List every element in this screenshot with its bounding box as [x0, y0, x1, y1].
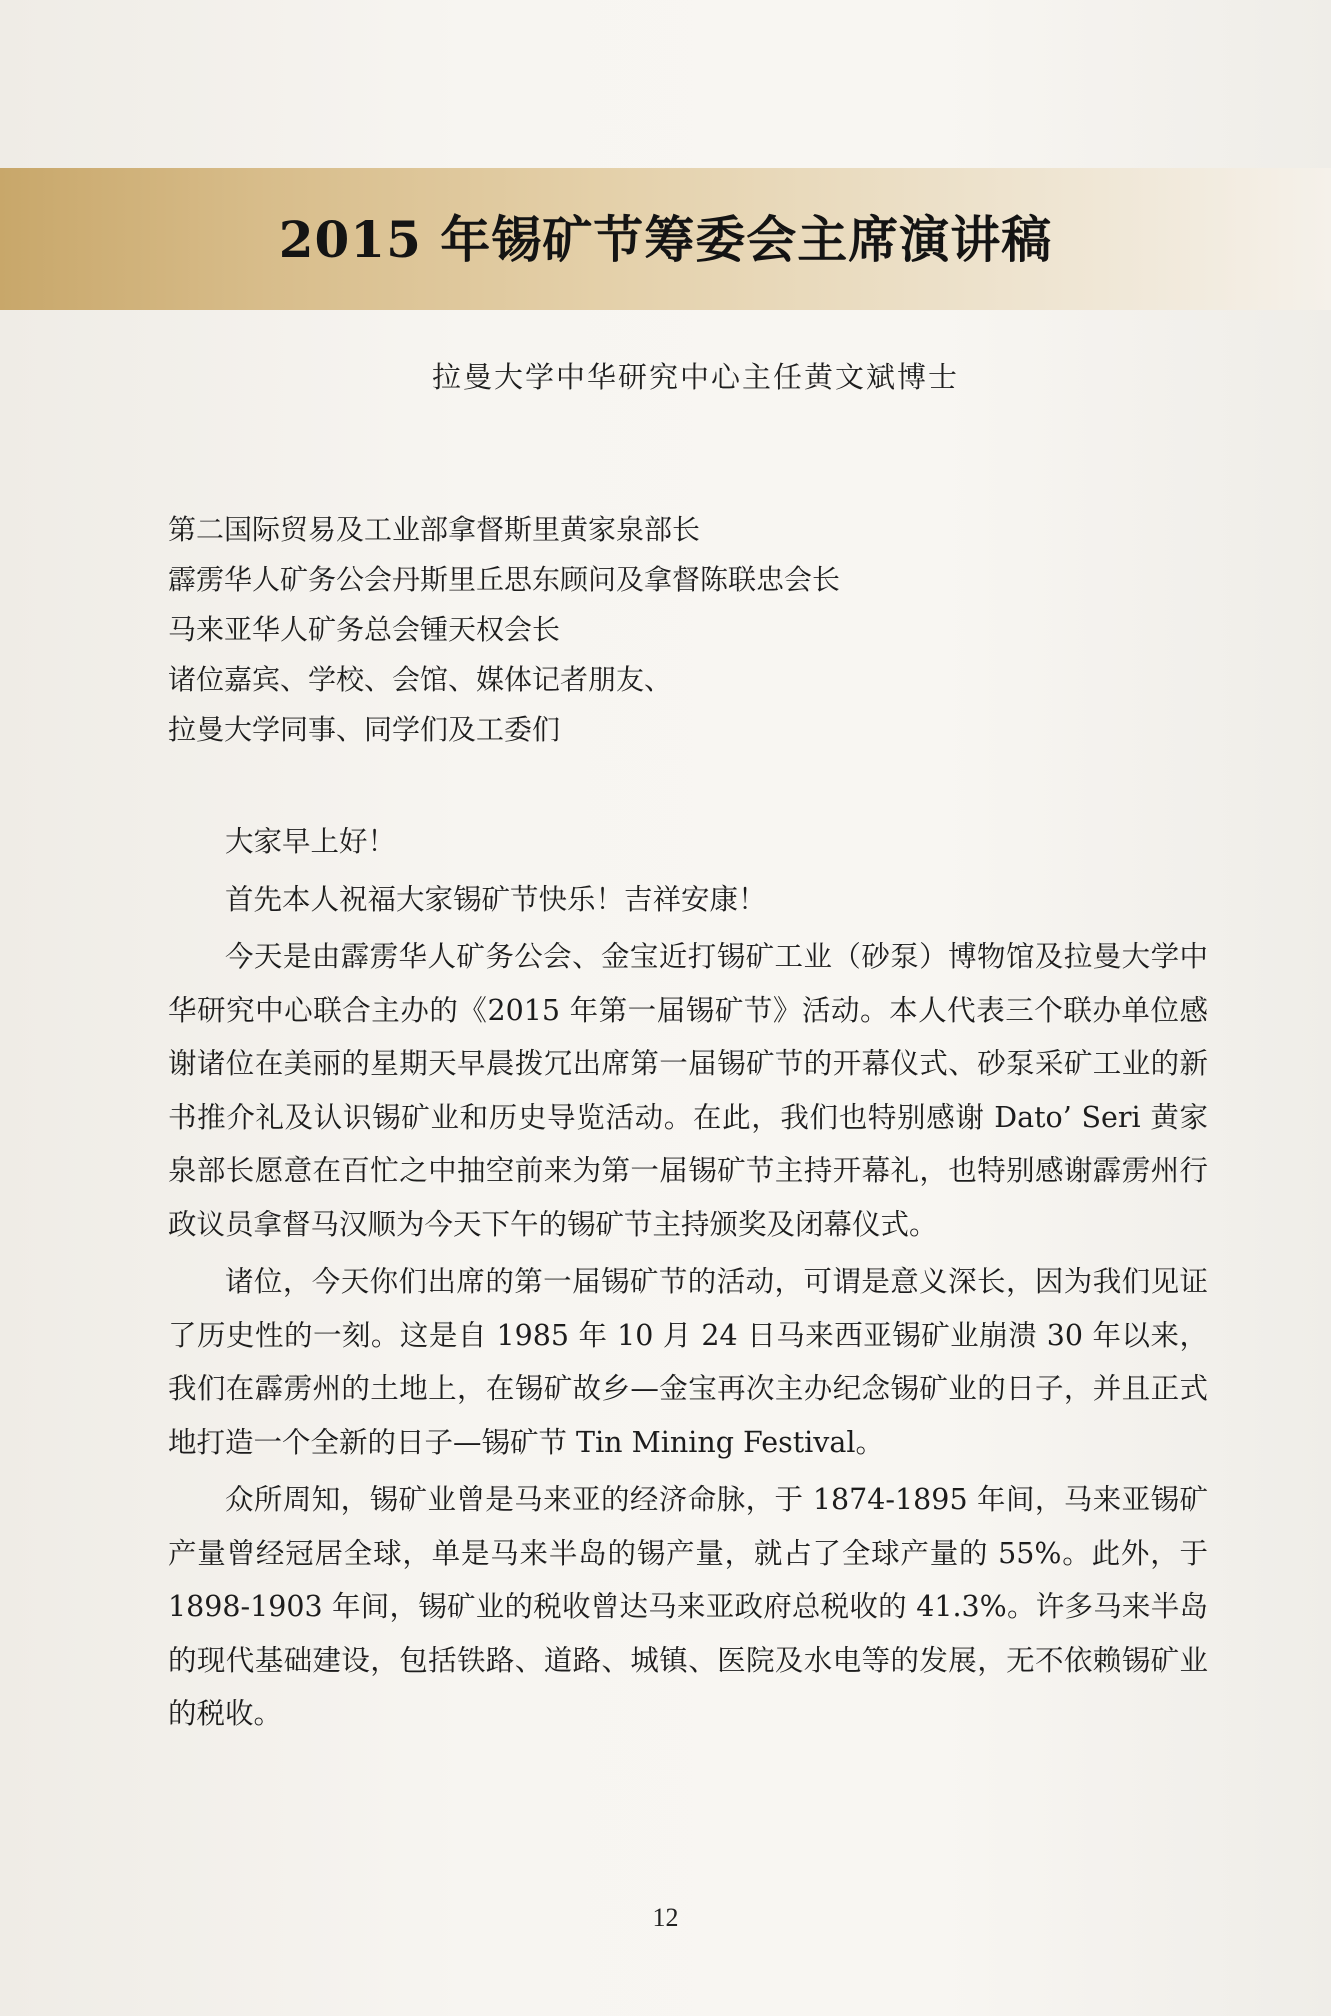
salutation-line: 诸位嘉宾、学校、会馆、媒体记者朋友、 — [168, 663, 673, 696]
paragraph-economy: 众所周知，锡矿业曾是马来亚的经济命脉，于 1874-1895 年间，马来亚锡矿产量曾经冠居全球，单是马来半岛的锡产量，就占了全球产量的 55%。此外，于 1898-1903 年间，锡矿业的税收曾达马来亚政府总税收的 41.3%。许多马来半岛的现代基础建设，包括铁路、道路、城镇、医院及水电等的发展，无不依赖锡矿业的税收。 — [168, 1483, 1208, 1730]
salutation-line: 拉曼大学同事、同学们及工委们 — [168, 713, 561, 746]
page-number: 12 — [652, 1903, 679, 1932]
paragraph-greeting: 大家早上好！ — [225, 825, 397, 858]
page-title: 2015 年锡矿节筹委会主席演讲稿 — [278, 210, 1053, 269]
author-line: 拉曼大学中华研究中心主任黄文斌博士 — [431, 360, 959, 394]
salutation-line: 马来亚华人矿务总会锺天权会长 — [168, 613, 561, 646]
paragraph-blessing: 首先本人祝福大家锡矿节快乐！吉祥安康！ — [225, 882, 767, 916]
speech-body — [168, 815, 1208, 1745]
salutation-line: 第二国际贸易及工业部拿督斯里黄家泉部长 — [168, 513, 701, 546]
salutation-list — [168, 505, 1208, 755]
paragraph-history: 诸位，今天你们出席的第一届锡矿节的活动，可谓是意义深长，因为我们见证了历史性的一刻。这是自 1985 年 10 月 24 日马来西亚锡矿业崩溃 30 年以来，我们在霹雳州的土地上，在锡矿故乡—金宝再次主办纪念锡矿业的日子，并且正式地打造一个全新的日子—锡矿节 Tin Mining Festival。 — [168, 1265, 1208, 1459]
paragraph-thanks: 今天是由霹雳华人矿务公会、金宝近打锡矿工业（砂泵）博物馆及拉曼大学中华研究中心联合主办的《2015 年第一届锡矿节》活动。本人代表三个联办单位感谢诸位在美丽的星期天早晨拨冗出席第一届锡矿节的开幕仪式、砂泵采矿工业的新书推介礼及认识锡矿业和历史导览活动。在此，我们也特别感谢 Dato’ Seri 黄家泉部长愿意在百忙之中抽空前来为第一届锡矿节主持开幕礼，也特别感谢霹雳州行政议员拿督马汉顺为今天下午的锡矿节主持颁奖及闭幕仪式。 — [168, 940, 1208, 1241]
salutation-line: 霹雳华人矿务公会丹斯里丘思东顾问及拿督陈联忠会长 — [168, 563, 841, 596]
